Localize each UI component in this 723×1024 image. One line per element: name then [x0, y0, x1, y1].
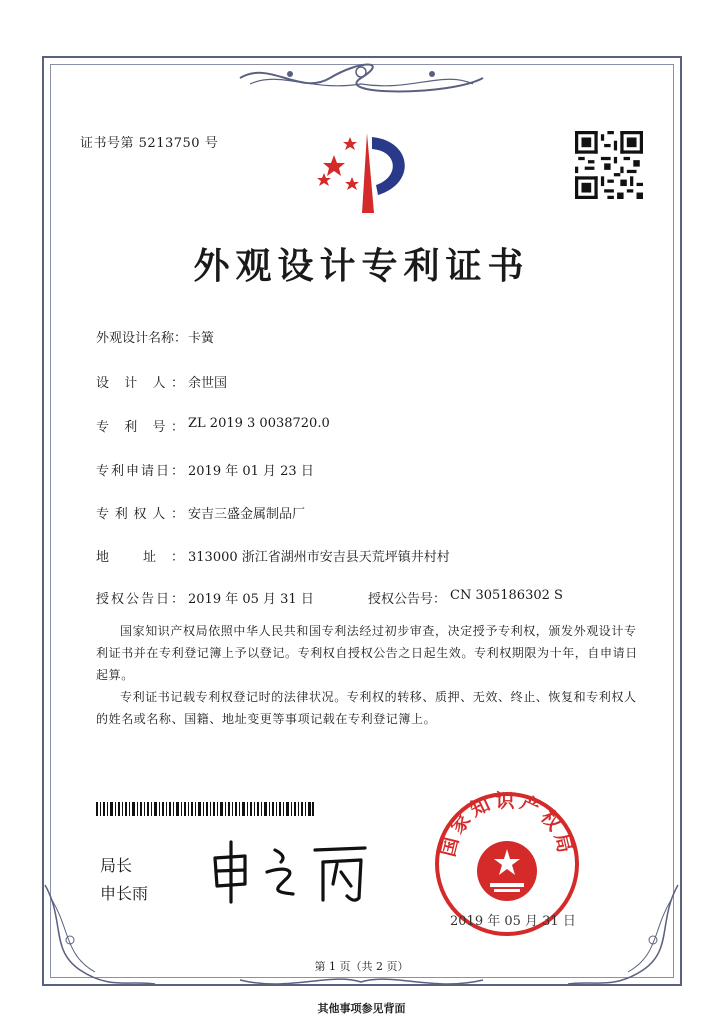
field-address-label: 地 址：	[96, 550, 184, 565]
field-patentee	[96, 503, 305, 522]
field-patent-number	[96, 416, 330, 435]
body-paragraph-2: 专利证书记载专利权登记时的法律状况。专利权的转移、质押、无效、终止、恢复和专利权人的姓名或名称、国籍、地址变更等事项记载在专利登记簿上。	[96, 690, 637, 726]
certificate-title: 外观设计专利证书	[193, 246, 530, 287]
field-address-value: 313000 浙江省湖州市安吉县天荒坪镇井村村	[188, 550, 450, 565]
field-design-name-label: 外观设计名称：	[96, 331, 188, 346]
field-grant-number	[368, 588, 563, 607]
field-patentee-label: 专利权人：	[96, 507, 184, 522]
field-designer-label: 设 计 人：	[96, 376, 184, 391]
field-design-name-value: 卡簧	[188, 331, 215, 346]
cnipa-logo-icon	[312, 133, 412, 217]
barcode	[96, 802, 314, 816]
field-filing-date-value: 2019 年 01 月 23 日	[188, 464, 314, 479]
certificate-number	[80, 132, 218, 151]
field-grant-date	[96, 588, 314, 607]
page-number: 第 1 页（共 2 页）	[314, 960, 409, 973]
director-role: 局长	[100, 856, 133, 875]
body-paragraph-1: 国家知识产权局依照中华人民共和国专利法经过初步审查，决定授予专利权，颁发外观设计专利证书并在专利登记簿上予以登记。专利权自授权公告之日起生效。专利权期限为十年，自申请日起算。	[96, 624, 638, 682]
field-filing-date-label: 专利申请日：	[96, 464, 184, 479]
certificate-number-value: 5213750	[138, 136, 201, 151]
certificate-number-label: 证书号第	[80, 136, 135, 151]
qr-code	[575, 131, 643, 199]
field-design-name	[96, 327, 214, 346]
field-grant-date-value: 2019 年 05 月 31 日	[188, 592, 314, 607]
field-address	[96, 546, 450, 565]
field-grant-date-label: 授权公告日：	[96, 592, 184, 607]
field-patent-number-label: 专 利 号：	[96, 420, 184, 435]
director-name: 申长雨	[100, 884, 149, 903]
field-grant-number-value: CN 305186302 S	[450, 588, 563, 603]
field-designer	[96, 372, 227, 391]
field-patent-number-value: ZL 2019 3 0038720.0	[188, 416, 330, 431]
field-filing-date	[96, 460, 314, 479]
field-grant-number-label: 授权公告号：	[368, 592, 447, 607]
bottom-ornament	[230, 972, 493, 994]
field-designer-value: 余世国	[188, 376, 228, 391]
certificate-number-suffix: 号	[204, 136, 219, 151]
footer-note: 其他事项参见背面	[317, 1002, 406, 1015]
svg-text:国家知识产权局: 国家知识产权局	[437, 789, 577, 859]
director-signature	[205, 836, 375, 906]
field-patentee-value: 安吉三盛金属制品厂	[188, 507, 306, 522]
top-ornament	[230, 58, 493, 98]
seal-date: 2019 年 05 月 31 日	[450, 914, 576, 929]
